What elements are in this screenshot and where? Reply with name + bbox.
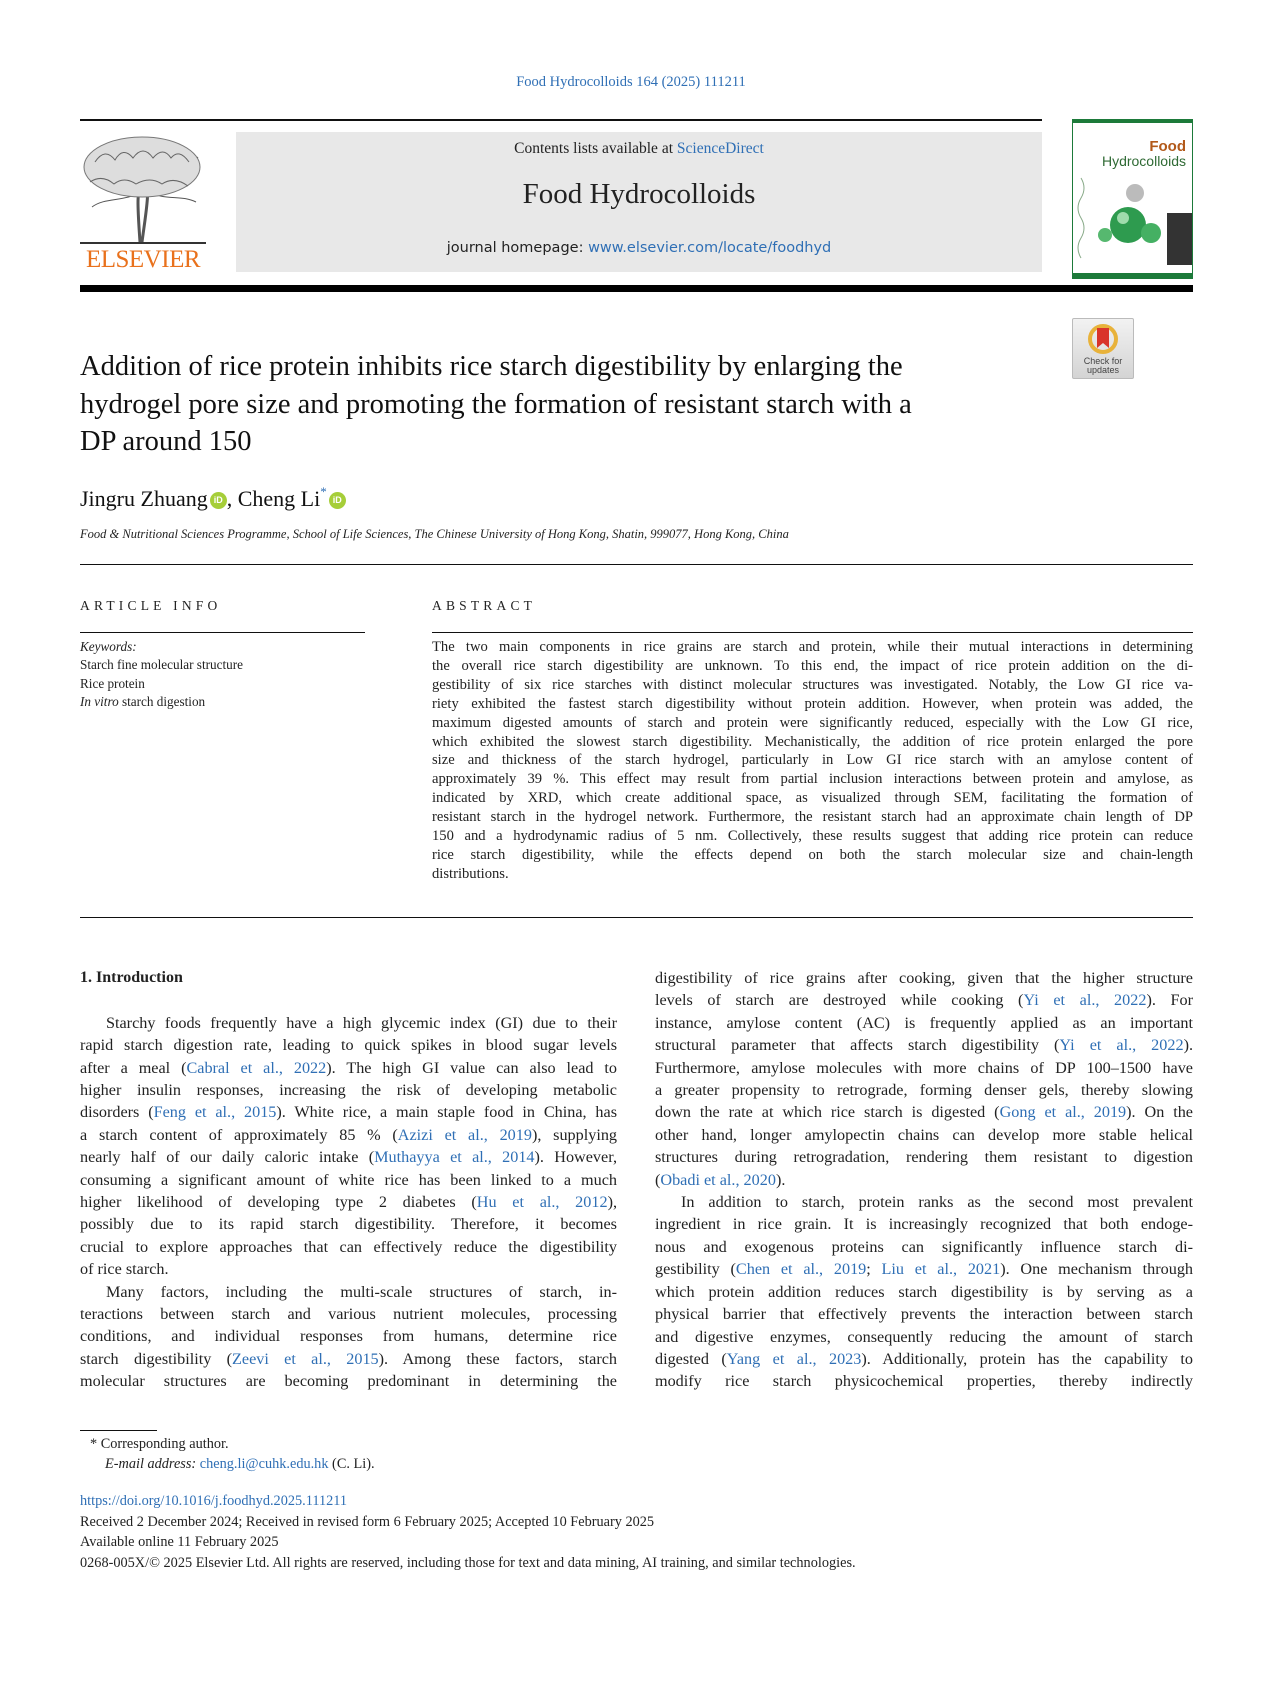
body-line bbox=[80, 1012, 617, 1034]
body-text: modify rice starch physicochemical properties, thereby indirectly bbox=[655, 1372, 1193, 1391]
body-text: crucial to explore approaches that can effectively reduce the digestibility bbox=[80, 1237, 617, 1256]
cover-title: Food Hydrocolloids bbox=[1101, 138, 1186, 169]
body-text: ). White rice, a main staple food in China, has bbox=[276, 1103, 617, 1122]
abstract-line: which exhibited the slowest starch digestibility. Mechanistically, the addition of rice protein enlarged the pore bbox=[432, 733, 1193, 750]
corresponding-mark[interactable]: * bbox=[320, 484, 327, 499]
body-text: which protein addition reduces starch digestibility is by serving as a bbox=[655, 1282, 1193, 1301]
body-line bbox=[655, 1236, 1193, 1258]
body-text: of rice starch. bbox=[80, 1260, 169, 1279]
left-column bbox=[80, 967, 617, 1393]
body-line bbox=[80, 1213, 617, 1235]
journal-homepage: journal homepage: www.elsevier.com/locate/foodhyd bbox=[446, 240, 832, 256]
body-line bbox=[655, 1124, 1193, 1146]
citation-link[interactable]: Zeevi et al., 2015 bbox=[232, 1349, 379, 1368]
abstract-line: rice starch digestibility, while the effects depend on both the starch molecular size and chain-length bbox=[432, 846, 1193, 863]
abstract-line: resistant starch in the hydrogel network. Furthermore, the resistant starch had an approximate chain length of DP bbox=[432, 809, 1193, 826]
body-line bbox=[80, 1348, 617, 1370]
body-text: down the rate at which rice starch is digested ( bbox=[655, 1103, 1000, 1122]
check-for-updates-label: Check for updates bbox=[1083, 356, 1123, 375]
body-line bbox=[655, 1012, 1193, 1034]
body-line bbox=[80, 1236, 617, 1258]
body-text: higher insulin responses, increasing the risk of developing metabolic bbox=[80, 1081, 617, 1100]
footnote-rule bbox=[80, 1430, 157, 1431]
masthead-bar bbox=[80, 285, 1193, 292]
body-text: other hand, longer amylopectin chains can develop more stable helical bbox=[655, 1125, 1193, 1144]
body-text: molecular structures are becoming predominant in determining the bbox=[80, 1372, 617, 1391]
body-text: and digestive enzymes, consequently reducing the amount of starch bbox=[655, 1327, 1193, 1346]
body-line bbox=[655, 1213, 1193, 1235]
body-text: ). However, bbox=[534, 1148, 617, 1167]
citation-link[interactable]: Yi et al., 2022 bbox=[1023, 991, 1147, 1010]
citation-link[interactable]: Gong et al., 2019 bbox=[999, 1103, 1127, 1122]
corresponding-footnote: * Corresponding author. bbox=[90, 1436, 229, 1452]
citation-link[interactable]: Azizi et al., 2019 bbox=[397, 1125, 532, 1144]
article-title: Addition of rice protein inhibits rice starch digestibility by enlarging the hydrogel pore size and promoting the formation of resistant starch with a DP around 150 bbox=[80, 351, 912, 457]
body-line bbox=[80, 1370, 617, 1392]
divider bbox=[80, 632, 365, 633]
available-online: Available online 11 February 2025 bbox=[80, 1534, 279, 1551]
abstract-line: 150 and a hydrodynamic radius of 5 nm. Collectively, these results suggest that adding rice protein can reduce bbox=[432, 828, 1193, 845]
keywords bbox=[80, 638, 243, 712]
body-text: Starchy foods frequently have a high glycemic index (GI) due to their bbox=[106, 1013, 617, 1032]
body-line bbox=[655, 1034, 1193, 1056]
body-text: ). The high GI value can also lead to bbox=[326, 1058, 617, 1077]
journal-reference[interactable]: Food Hydrocolloids 164 (2025) 111211 bbox=[516, 74, 746, 90]
body-text: structures during retrogradation, rendering them resistant to digestion bbox=[655, 1148, 1193, 1167]
body-line bbox=[80, 1169, 617, 1191]
citation-link[interactable]: Feng et al., 2015 bbox=[153, 1103, 277, 1122]
body-text: physical barrier that effectively prevents the interaction between starch bbox=[655, 1305, 1193, 1324]
header-rule bbox=[80, 119, 1042, 121]
body-text: digested ( bbox=[655, 1349, 727, 1368]
abstract-line: size and thickness of the starch hydrogel, particularly in Low GI rice starch with an amylose content of bbox=[432, 752, 1193, 769]
cover-illustration bbox=[1073, 173, 1192, 265]
body-line bbox=[80, 1303, 617, 1325]
body-text: ( bbox=[655, 1170, 661, 1189]
body-text: ). On the bbox=[1126, 1103, 1193, 1122]
article-info-heading: ARTICLE INFO bbox=[80, 598, 222, 613]
copyright: 0268-005X/© 2025 Elsevier Ltd. All rights are reserved, including those for text and data mining, AI training, and similar technologies. bbox=[80, 1554, 856, 1571]
divider bbox=[80, 564, 1193, 565]
body-line bbox=[80, 1034, 617, 1056]
abstract-line: the overall rice starch digestibility are unknown. To this end, the impact of rice protein addition on the di- bbox=[432, 657, 1193, 674]
author-name[interactable]: Jingru Zhuang bbox=[80, 486, 208, 511]
keyword: Rice protein bbox=[80, 675, 145, 691]
body-line bbox=[655, 1079, 1193, 1101]
body-text: structural parameter that affects starch digestibility ( bbox=[655, 1036, 1060, 1055]
body-text: teractions between starch and various nutrient molecules, processing bbox=[80, 1305, 617, 1324]
body-line bbox=[655, 1281, 1193, 1303]
body-line bbox=[655, 967, 1193, 989]
divider bbox=[432, 632, 1193, 633]
body-text: ; bbox=[866, 1260, 882, 1279]
body-text: a greater propensity to retrograde, forming denser gels, thereby slowing bbox=[655, 1081, 1193, 1100]
received-dates: Received 2 December 2024; Received in revised form 6 February 2025; Accepted 10 February 2025 bbox=[80, 1513, 655, 1530]
body-line bbox=[655, 1348, 1193, 1370]
body-text: instance, amylose content (AC) is frequently applied as an important bbox=[655, 1013, 1193, 1032]
body-text: a starch content of approximately 85 % ( bbox=[80, 1125, 398, 1144]
body-text: ), supplying bbox=[531, 1125, 618, 1144]
body-text: rapid starch digestion rate, leading to quick spikes in blood sugar levels bbox=[80, 1036, 617, 1055]
body-text: ). Additionally, protein has the capability to bbox=[861, 1349, 1193, 1368]
body-line bbox=[80, 1079, 617, 1101]
body-text: ingredient in rice grain. It is increasingly recognized that both endoge- bbox=[655, 1215, 1193, 1234]
citation-link[interactable]: Cabral et al., 2022 bbox=[186, 1058, 327, 1077]
body-text: In addition to starch, protein ranks as the second most prevalent bbox=[681, 1193, 1193, 1212]
body-line bbox=[80, 1281, 617, 1303]
keyword: In vitro starch digestion bbox=[80, 694, 206, 710]
orcid-icon[interactable]: iD bbox=[210, 492, 227, 509]
body-text: ). One mechanism through bbox=[1000, 1260, 1194, 1279]
doi-link[interactable]: https://doi.org/10.1016/j.foodhyd.2025.111211 bbox=[80, 1493, 348, 1509]
section-heading: 1. Introduction bbox=[80, 969, 183, 986]
tree-icon bbox=[80, 132, 206, 244]
body-line bbox=[655, 1370, 1193, 1392]
body-text: levels of starch are destroyed while cooking ( bbox=[655, 991, 1024, 1010]
abstract-heading: ABSTRACT bbox=[432, 598, 537, 613]
citation-link[interactable]: Muthayya et al., 2014 bbox=[374, 1148, 535, 1167]
body-text: ). Among these factors, starch bbox=[378, 1349, 617, 1368]
affiliation: Food & Nutritional Sciences Programme, School of Life Sciences, The Chinese University of Hong Kong, Shatin, 999077, Hong Kong, China bbox=[80, 527, 789, 541]
body-text: conditions, and individual responses from humans, determine rice bbox=[80, 1327, 617, 1346]
homepage-link[interactable]: www.elsevier.com/locate/foodhyd bbox=[588, 240, 832, 256]
journal-cover[interactable] bbox=[1072, 119, 1193, 279]
citation-link[interactable]: Obadi et al., 2020 bbox=[660, 1170, 776, 1189]
contents-available: Contents lists available at ScienceDirect bbox=[514, 140, 764, 157]
body-text: ). bbox=[1183, 1036, 1193, 1055]
body-text: ), bbox=[607, 1193, 617, 1212]
article-footer bbox=[80, 1491, 856, 1573]
body-line bbox=[655, 1326, 1193, 1348]
abstract-text bbox=[432, 638, 1193, 884]
divider bbox=[80, 917, 1193, 918]
abstract-line: approximately 39 %. This effect may result from partial inclusion interactions between protein and amylose, as bbox=[432, 771, 1193, 788]
keyword: Starch fine molecular structure bbox=[80, 657, 243, 673]
body-line bbox=[655, 1169, 1193, 1191]
body-text: nous and exogenous proteins can significantly influence starch di- bbox=[655, 1237, 1193, 1256]
sciencedirect-link[interactable]: ScienceDirect bbox=[676, 140, 764, 157]
body-line bbox=[80, 1101, 617, 1123]
citation-link[interactable]: Liu et al., 2021 bbox=[881, 1260, 1001, 1279]
body-line bbox=[655, 1057, 1193, 1079]
body-text: starch digestibility ( bbox=[80, 1349, 233, 1368]
body-line bbox=[655, 1146, 1193, 1168]
body-line bbox=[80, 1191, 617, 1213]
citation-link[interactable]: Yi et al., 2022 bbox=[1059, 1036, 1184, 1055]
body-line bbox=[80, 1057, 617, 1079]
citation-link[interactable]: Hu et al., 2012 bbox=[476, 1193, 608, 1212]
body-text: Furthermore, amylose molecules with more chains of DP 100–1500 have bbox=[655, 1058, 1193, 1077]
body-line bbox=[655, 989, 1193, 1011]
orcid-icon[interactable]: iD bbox=[329, 492, 346, 509]
body-text: after a meal ( bbox=[80, 1058, 187, 1077]
author-name[interactable]: Cheng Li bbox=[237, 486, 321, 511]
body-text: possibly due to its rapid starch digestibility. Therefore, it becomes bbox=[80, 1215, 617, 1234]
journal-masthead bbox=[236, 132, 1042, 272]
body-text: ). For bbox=[1146, 991, 1193, 1010]
author-list: Jingru Zhuang iD , Cheng Li*iD bbox=[80, 484, 346, 512]
body-line bbox=[655, 1258, 1193, 1280]
journal-title: Food Hydrocolloids bbox=[522, 178, 756, 210]
elsevier-logo[interactable] bbox=[80, 132, 206, 274]
email-link[interactable]: cheng.li@cuhk.edu.hk bbox=[199, 1456, 329, 1472]
body-text: digestibility of rice grains after cooking, given that the higher structure bbox=[655, 969, 1193, 987]
elsevier-wordmark: ELSEVIER bbox=[85, 246, 201, 273]
body-line bbox=[655, 1191, 1193, 1213]
body-line bbox=[655, 1101, 1193, 1123]
body-text: disorders ( bbox=[80, 1103, 154, 1122]
abstract-line: The two main components in rice grains are starch and protein, while their mutual interactions in determining bbox=[432, 639, 1193, 655]
citation-link[interactable]: Yang et al., 2023 bbox=[726, 1349, 862, 1368]
body-text: ). bbox=[775, 1170, 786, 1189]
email-footnote: E-mail address: cheng.li@cuhk.edu.hk (C. Li). bbox=[105, 1456, 375, 1472]
body-text: higher likelihood of developing type 2 diabetes ( bbox=[80, 1193, 477, 1212]
body-line bbox=[80, 1258, 617, 1280]
bookmark-icon bbox=[1087, 323, 1119, 355]
right-column bbox=[655, 967, 1193, 1393]
body-line bbox=[655, 1303, 1193, 1325]
abstract-line: riety exhibited the fastest starch digestibility without protein addition. However, when protein was added, the bbox=[432, 695, 1193, 712]
body-line bbox=[80, 1325, 617, 1347]
body-text: gestibility ( bbox=[655, 1260, 736, 1279]
citation-link[interactable]: Chen et al., 2019 bbox=[735, 1260, 867, 1279]
abstract-line: maximum digested amounts of starch and protein were significantly reduced, especially with the Low GI rice, bbox=[432, 714, 1193, 731]
abstract-line: distributions. bbox=[432, 865, 509, 882]
keywords-label: Keywords: bbox=[80, 639, 137, 654]
abstract-line: indicated by XRD, which create additional space, as visualized through SEM, facilitating the formation of bbox=[432, 790, 1193, 807]
body-text: consuming a significant amount of white rice has been linked to a much bbox=[80, 1170, 617, 1189]
check-for-updates-badge[interactable] bbox=[1072, 318, 1134, 379]
abstract-line: gestibility of six rice starches with distinct molecular structures was investigated. Notably, the Low GI rice va- bbox=[432, 676, 1193, 693]
body-line bbox=[80, 1146, 617, 1168]
body-text: Many factors, including the multi-scale structures of starch, in- bbox=[106, 1282, 617, 1301]
body-line bbox=[80, 1124, 617, 1146]
body-text: nearly half of our daily caloric intake ( bbox=[80, 1148, 375, 1167]
